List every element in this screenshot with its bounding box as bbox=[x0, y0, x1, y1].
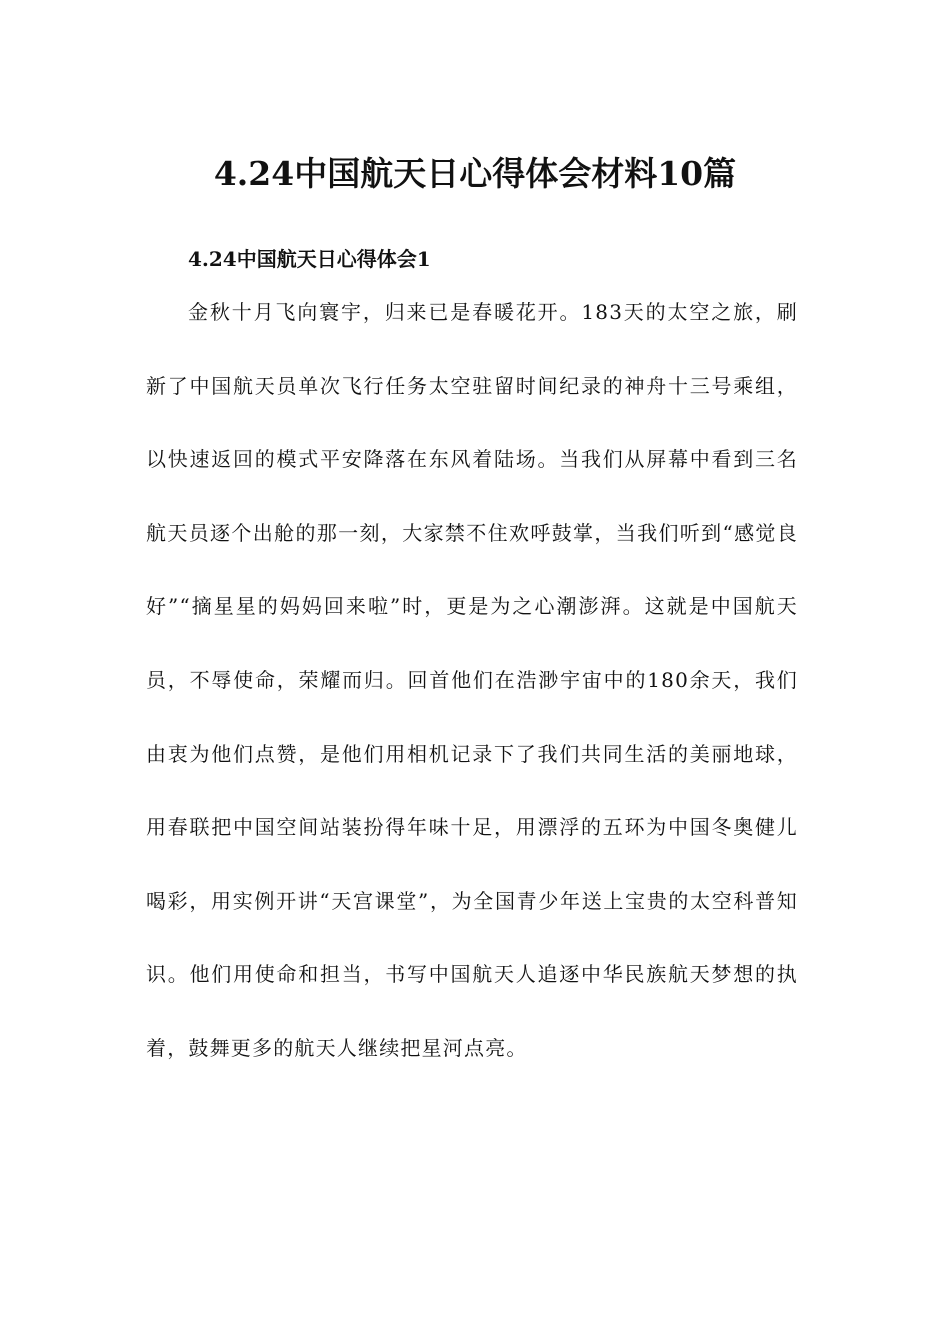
section-paragraph: 金秋十月飞向寰宇，归来已是春暖花开。183天的太空之旅，刷新了中国航天员单次飞行任务太空驻留时间纪录的神舟十三号乘组，以快速返回的模式平安降落在东风着陆场。当我们从屏幕中看到三名航天员逐个出舱的那一刻，大家禁不住欢呼鼓掌，当我们听到“感觉良好”“摘星星的妈妈回来啦”时，更是为之心潮澎湃。这就是中国航天员，不辱使命，荣耀而归。回首他们在浩渺宇宙中的180余天，我们由衷为他们点赞，是他们用相机记录下了我们共同生活的美丽地球，用春联把中国空间站装扮得年味十足，用漂浮的五环为中国冬奥健儿喝彩，用实例开讲“天宫课堂”，为全国青少年送上宝贵的太空科普知识。他们用使命和担当，书写中国航天人追逐中华民族航天梦想的执着，鼓舞更多的航天人继续把星河点亮。 bbox=[146, 300, 798, 1060]
document-title: 4.24中国航天日心得体会材料10篇 bbox=[213, 154, 737, 194]
section-heading: 4.24中国航天日心得体会1 bbox=[188, 247, 431, 271]
